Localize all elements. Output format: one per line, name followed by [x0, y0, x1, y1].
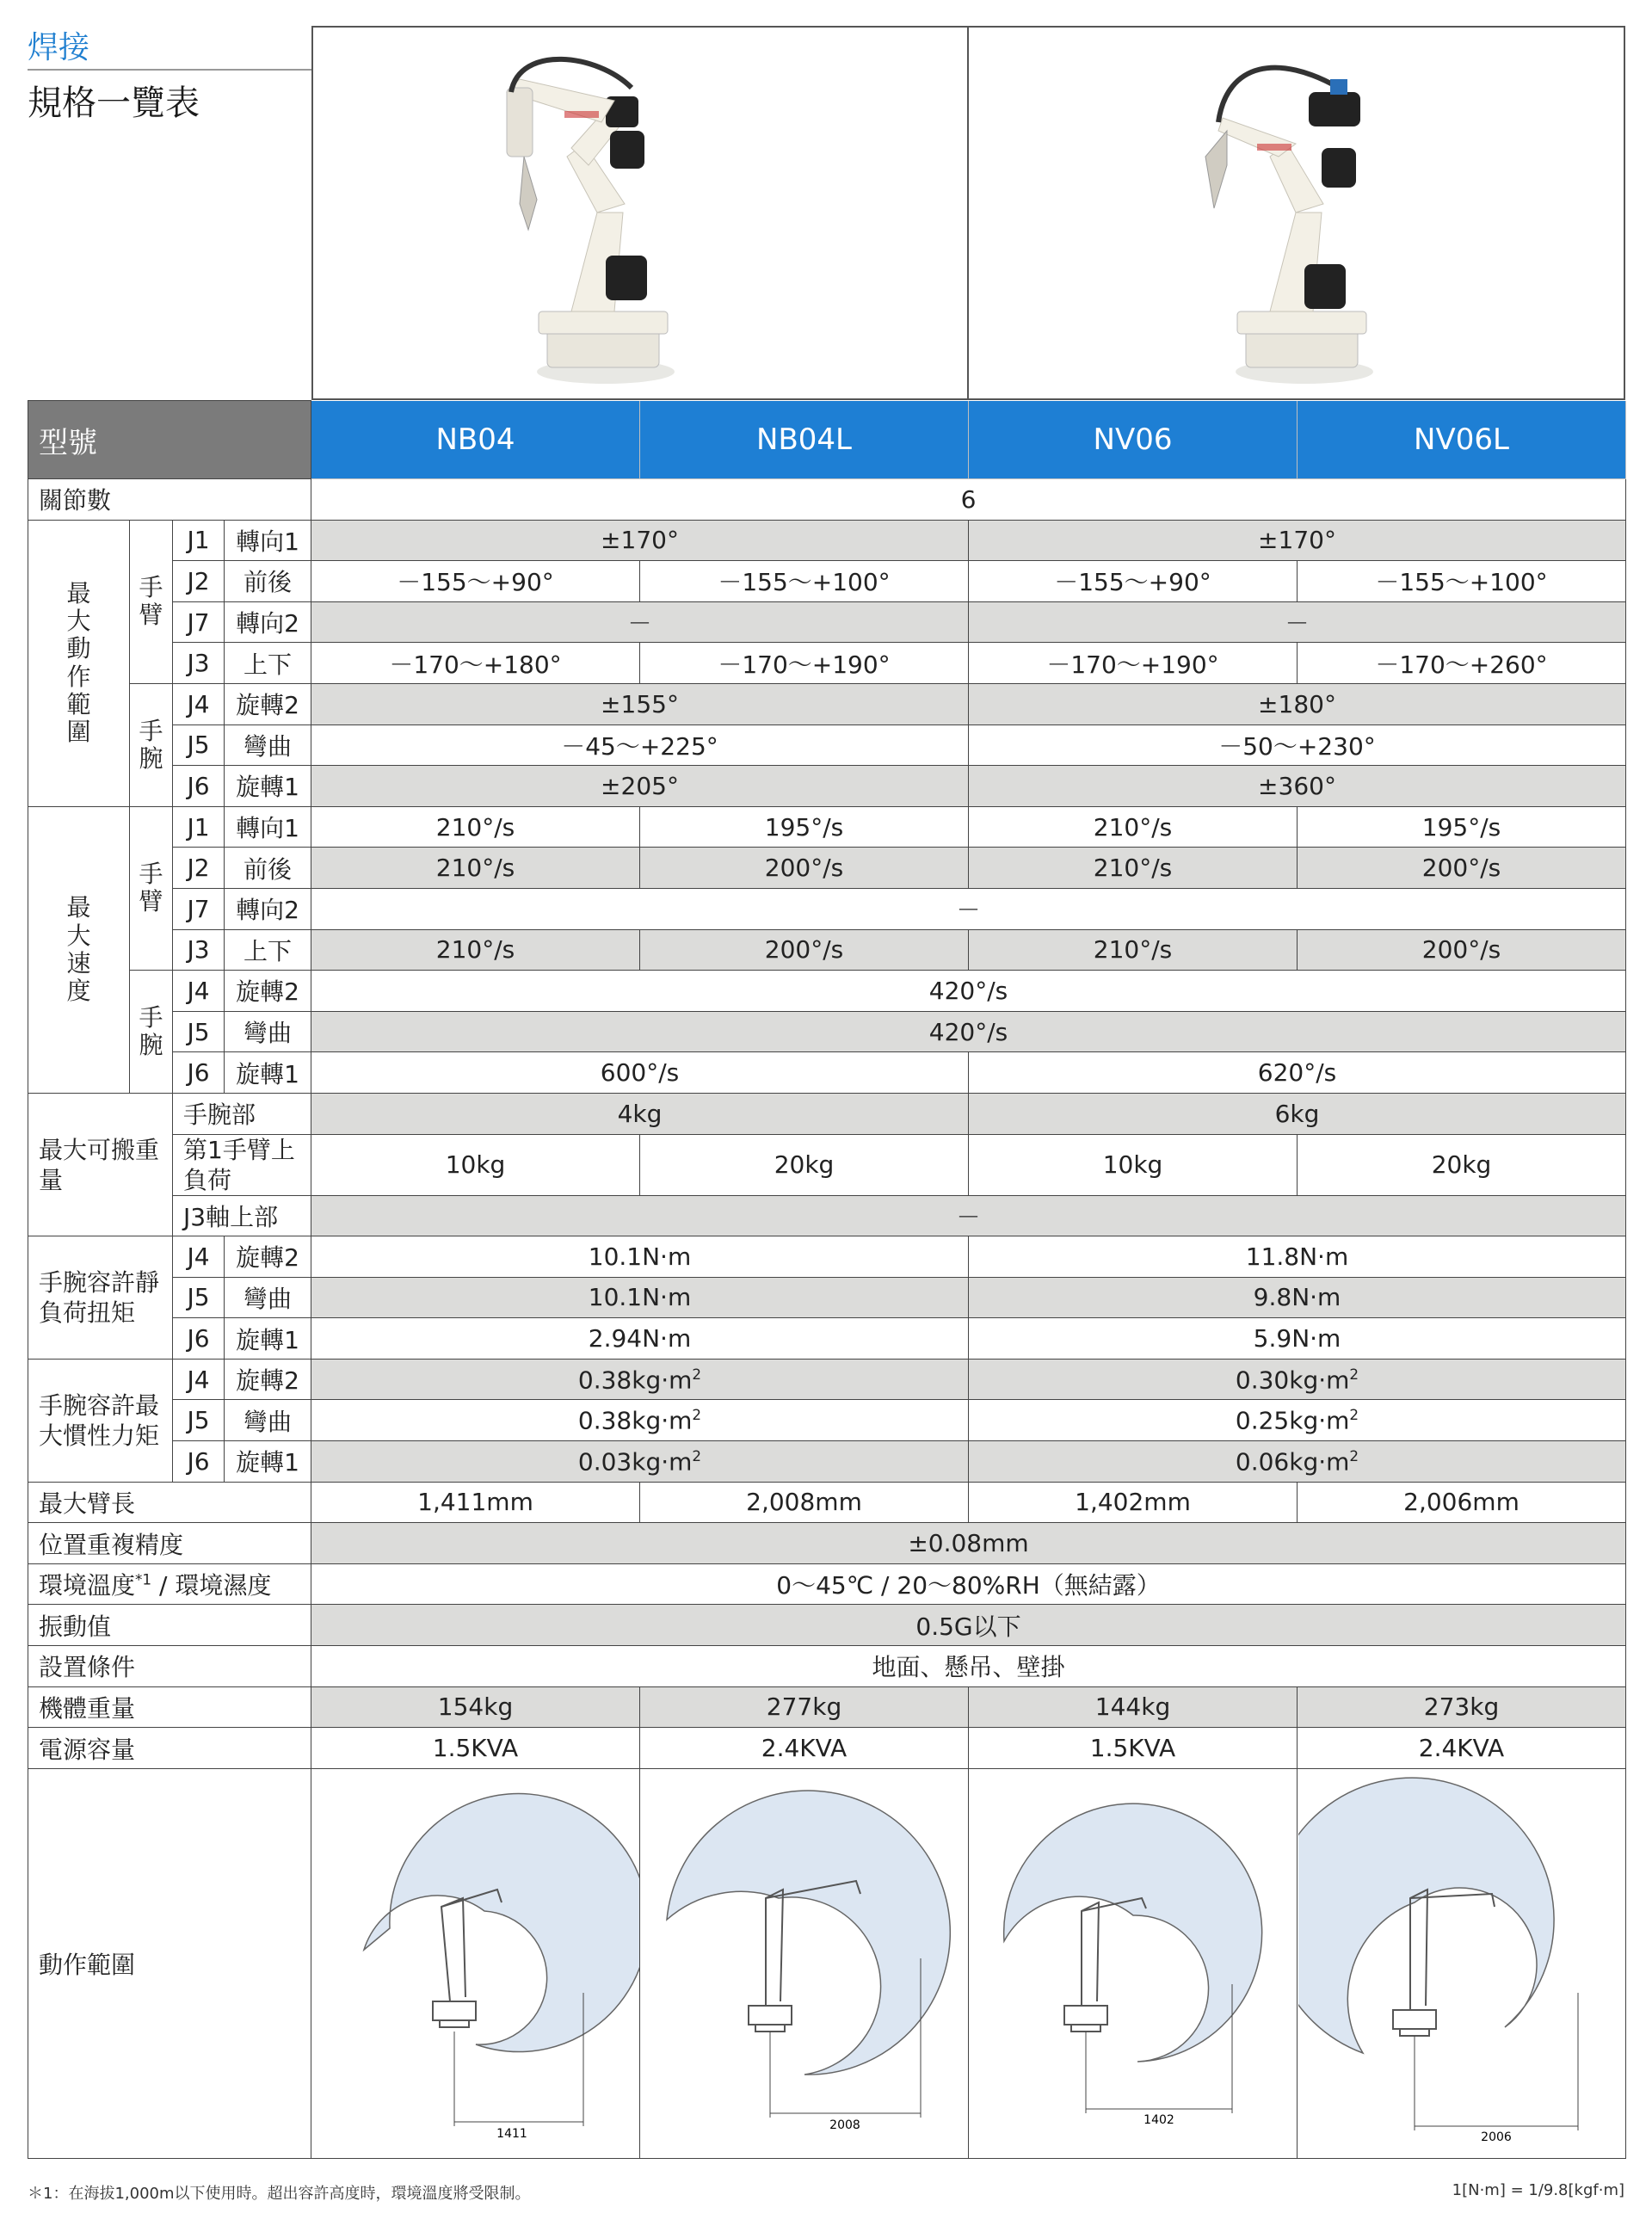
- range-j5-nb: －45～+225°: [311, 724, 969, 766]
- inertia-j6-nb: $0.03kg\cdot m^2$: [311, 1441, 969, 1483]
- range-j4-nb: ±155°: [311, 683, 969, 724]
- dim-nv06: 1402: [1143, 2112, 1174, 2127]
- axis-j5: J5: [173, 1011, 225, 1052]
- axis-j6: J6: [173, 1318, 225, 1360]
- axis-ud: 上下: [225, 643, 311, 684]
- speed-j6-nb: 600°/s: [311, 1052, 969, 1094]
- model-nv06l: NV06L: [1298, 401, 1626, 479]
- speed-j7-all: －: [311, 888, 1626, 929]
- dim-nb04: 1411: [496, 2126, 527, 2141]
- payload-label: 最大可搬重量: [28, 1093, 173, 1236]
- axis-j7: J7: [173, 601, 225, 643]
- axis-turn1: 轉向1: [225, 520, 311, 561]
- mass-nv06: 144kg: [969, 1686, 1298, 1728]
- payload-arm1-nb04l: 20kg: [640, 1134, 969, 1195]
- range-j2-nb04: －155～+90°: [311, 561, 640, 602]
- speed-j4-all: 420°/s: [311, 971, 1626, 1012]
- speed-row-j3: [28, 929, 1626, 971]
- speed-j5-all: 420°/s: [311, 1011, 1626, 1052]
- axis-bend: 彎曲: [225, 1277, 311, 1318]
- range-j3-nb04: －170～+180°: [311, 643, 640, 684]
- axis-bend: 彎曲: [225, 724, 311, 766]
- joints-row: [28, 479, 1626, 521]
- axis-bend: 彎曲: [225, 1011, 311, 1052]
- range-j6-nb: ±205°: [311, 766, 969, 807]
- speed-arm-label: 手 臂: [130, 806, 173, 970]
- env-label: 環境溫度$^{*1}$ / 環境濕度: [28, 1563, 311, 1605]
- inertia-row-j4: [28, 1359, 1626, 1400]
- speed-wrist-label: 手 腕: [130, 971, 173, 1094]
- range-j2-nv06l: －155～+100°: [1298, 561, 1626, 602]
- range-row-j2: [28, 561, 1626, 602]
- unit-note: 1[N·m] = 1/9.8[kgf·m]: [1452, 2181, 1624, 2199]
- axis-rot1: 旋轉1: [225, 1441, 311, 1483]
- range-j3-nv06l: －170～+260°: [1298, 643, 1626, 684]
- range-group-label: 最 大 動 作 範 圍: [28, 520, 130, 806]
- payload-row-j3: [28, 1195, 1626, 1236]
- speed-j1-nv06: 210°/s: [969, 806, 1298, 848]
- payload-arm1-nb04: 10kg: [311, 1134, 640, 1195]
- axis-fb: 前後: [225, 848, 311, 889]
- axis-turn2: 轉向2: [225, 601, 311, 643]
- torque-j4-nb: 10.1N·m: [311, 1236, 969, 1278]
- payload-wrist-nv: 6kg: [969, 1093, 1626, 1134]
- spec-table: [28, 400, 1626, 2159]
- payload-wrist-nb: 4kg: [311, 1093, 969, 1134]
- axis-rot1: 旋轉1: [225, 766, 311, 807]
- payload-j3-label: J3軸上部: [173, 1195, 311, 1236]
- axis-rot2: 旋轉2: [225, 971, 311, 1012]
- vibration-label: 振動值: [28, 1605, 311, 1646]
- inertia-row-j6: [28, 1441, 1626, 1483]
- axis-turn2: 轉向2: [225, 888, 311, 929]
- model-nb04: NB04: [311, 401, 640, 479]
- speed-j2-nv06l: 200°/s: [1298, 848, 1626, 889]
- axis-j6: J6: [173, 1441, 225, 1483]
- repeat-label: 位置重複精度: [28, 1523, 311, 1564]
- payload-arm1-nv06: 10kg: [969, 1134, 1298, 1195]
- range-row-j7: [28, 601, 1626, 643]
- work-envelope-diagram-nv06l: [1298, 1769, 1625, 2152]
- axis-j3: J3: [173, 643, 225, 684]
- axis-j4: J4: [173, 1236, 225, 1278]
- welding-robot-nb-illustration: [313, 28, 967, 398]
- axis-j4: J4: [173, 971, 225, 1012]
- range-j3-nv06: －170～+190°: [969, 643, 1298, 684]
- env-row: [28, 1563, 1626, 1605]
- range-j1-nb: ±170°: [311, 520, 969, 561]
- range-row-j3: [28, 643, 1626, 684]
- range-j5-nv: －50～+230°: [969, 724, 1626, 766]
- range-arm-label: 手 臂: [130, 520, 173, 683]
- install-value: 地面、懸吊、壁掛: [311, 1646, 1626, 1687]
- joints-label: 關節數: [28, 479, 311, 521]
- model-label: 型號: [28, 401, 311, 479]
- dim-nb04l: 2008: [829, 2118, 860, 2132]
- model-nv06: NV06: [969, 401, 1298, 479]
- reach-nb04: 1,411mm: [311, 1482, 640, 1523]
- range-j7-nv: －: [969, 601, 1626, 643]
- axis-rot2: 旋轉2: [225, 683, 311, 724]
- speed-row-j4: [28, 971, 1626, 1012]
- repeat-row: [28, 1523, 1626, 1564]
- payload-wrist-label: 手腕部: [173, 1093, 311, 1134]
- payload-arm1-nv06l: 20kg: [1298, 1134, 1626, 1195]
- torque-row-j4: [28, 1236, 1626, 1278]
- axis-j6: J6: [173, 766, 225, 807]
- reach-row: [28, 1482, 1626, 1523]
- range-j4-nv: ±180°: [969, 683, 1626, 724]
- speed-j1-nb04: 210°/s: [311, 806, 640, 848]
- dim-nv06l: 2006: [1480, 2130, 1512, 2144]
- mass-nv06l: 273kg: [1298, 1686, 1626, 1728]
- range-j6-nv: ±360°: [969, 766, 1626, 807]
- work-range-nb04l: [640, 1768, 969, 2158]
- torque-j4-nv: 11.8N·m: [969, 1236, 1626, 1278]
- mass-label: 機體重量: [28, 1686, 311, 1728]
- speed-row-j1: [28, 806, 1626, 848]
- power-row: [28, 1728, 1626, 1769]
- range-row-j5: [28, 724, 1626, 766]
- range-row-j4: [28, 683, 1626, 724]
- mass-row: [28, 1686, 1626, 1728]
- inertia-j4-nv: $0.30kg\cdot m^2$: [969, 1359, 1626, 1400]
- range-row-j1: [28, 520, 1626, 561]
- mass-nb04l: 277kg: [640, 1686, 969, 1728]
- work-range-nv06l: [1298, 1768, 1626, 2158]
- reach-nv06l: 2,006mm: [1298, 1482, 1626, 1523]
- joints-value: 6: [311, 479, 1626, 521]
- speed-row-j5: [28, 1011, 1626, 1052]
- torque-label: 手腕容許靜負荷扭矩: [28, 1236, 173, 1360]
- axis-j4: J4: [173, 1359, 225, 1400]
- speed-j1-nv06l: 195°/s: [1298, 806, 1626, 848]
- speed-j3-nv06: 210°/s: [969, 929, 1298, 971]
- work-envelope-diagram-nb04l: [641, 1769, 968, 2152]
- work-range-nb04: [311, 1768, 640, 2158]
- repeat-value: ±0.08mm: [311, 1523, 1626, 1564]
- axis-rot2: 旋轉2: [225, 1236, 311, 1278]
- install-row: [28, 1646, 1626, 1687]
- vibration-row: [28, 1605, 1626, 1646]
- speed-j3-nv06l: 200°/s: [1298, 929, 1626, 971]
- inertia-j5-nv: $0.25kg\cdot m^2$: [969, 1400, 1626, 1441]
- speed-row-j2: [28, 848, 1626, 889]
- torque-row-j6: [28, 1318, 1626, 1360]
- range-j2-nb04l: －155～+100°: [640, 561, 969, 602]
- speed-j2-nb04l: 200°/s: [640, 848, 969, 889]
- axis-fb: 前後: [225, 561, 311, 602]
- axis-j1: J1: [173, 806, 225, 848]
- axis-j7: J7: [173, 888, 225, 929]
- power-label: 電源容量: [28, 1728, 311, 1769]
- payload-j3-all: －: [311, 1195, 1626, 1236]
- model-nb04l: NB04L: [640, 401, 969, 479]
- axis-turn1: 轉向1: [225, 806, 311, 848]
- power-nb04l: 2.4KVA: [640, 1728, 969, 1769]
- axis-bend: 彎曲: [225, 1400, 311, 1441]
- range-j1-nv: ±170°: [969, 520, 1626, 561]
- welding-robot-nv-illustration: [969, 28, 1624, 398]
- footnote: ＊1：在海拔1,000m以下使用時。超出容許高度時，環境溫度將受限制。: [28, 2185, 531, 2203]
- model-header-row: [28, 401, 1626, 479]
- axis-j6: J6: [173, 1052, 225, 1094]
- reach-label: 最大臂長: [28, 1482, 311, 1523]
- work-envelope-diagram-nv06: [970, 1769, 1297, 2152]
- speed-j2-nv06: 210°/s: [969, 848, 1298, 889]
- reach-nb04l: 2,008mm: [640, 1482, 969, 1523]
- work-range-nv06: [969, 1768, 1298, 2158]
- speed-j6-nv: 620°/s: [969, 1052, 1626, 1094]
- axis-j5: J5: [173, 1400, 225, 1441]
- axis-j5: J5: [173, 1277, 225, 1318]
- payload-row-arm1: [28, 1134, 1626, 1195]
- range-j7-nb: －: [311, 601, 969, 643]
- speed-j1-nb04l: 195°/s: [640, 806, 969, 848]
- power-nb04: 1.5KVA: [311, 1728, 640, 1769]
- range-row-j6: [28, 766, 1626, 807]
- env-value: 0～45℃ / 20～80%RH（無結露）: [311, 1563, 1626, 1605]
- install-label: 設置條件: [28, 1646, 311, 1687]
- axis-j3: J3: [173, 929, 225, 971]
- axis-j4: J4: [173, 683, 225, 724]
- power-nv06l: 2.4KVA: [1298, 1728, 1626, 1769]
- axis-ud: 上下: [225, 929, 311, 971]
- torque-j5-nv: 9.8N·m: [969, 1277, 1626, 1318]
- speed-row-j7: [28, 888, 1626, 929]
- page-title: 規格一覽表: [28, 83, 200, 123]
- torque-j6-nv: 5.9N·m: [969, 1318, 1626, 1360]
- axis-j1: J1: [173, 520, 225, 561]
- work-envelope-diagram-nb04: [312, 1769, 639, 2152]
- inertia-j6-nv: $0.06kg\cdot m^2$: [969, 1441, 1626, 1483]
- torque-row-j5: [28, 1277, 1626, 1318]
- power-nv06: 1.5KVA: [969, 1728, 1298, 1769]
- speed-j3-nb04: 210°/s: [311, 929, 640, 971]
- axis-j2: J2: [173, 848, 225, 889]
- axis-j5: J5: [173, 724, 225, 766]
- speed-j3-nb04l: 200°/s: [640, 929, 969, 971]
- mass-nb04: 154kg: [311, 1686, 640, 1728]
- inertia-j5-nb: $0.38kg\cdot m^2$: [311, 1400, 969, 1441]
- vibration-value: 0.5G以下: [311, 1605, 1626, 1646]
- inertia-j4-nb: $0.38kg\cdot m^2$: [311, 1359, 969, 1400]
- reach-nv06: 1,402mm: [969, 1482, 1298, 1523]
- payload-row-wrist: [28, 1093, 1626, 1134]
- range-j2-nv06: －155～+90°: [969, 561, 1298, 602]
- category-label: 焊接: [28, 30, 90, 65]
- robot-photo-nb04: [311, 26, 969, 400]
- axis-rot2: 旋轉2: [225, 1359, 311, 1400]
- speed-j2-nb04: 210°/s: [311, 848, 640, 889]
- payload-arm1-label: 第1手臂上負荷: [173, 1134, 311, 1195]
- category-divider: [28, 69, 311, 71]
- inertia-row-j5: [28, 1400, 1626, 1441]
- axis-j2: J2: [173, 561, 225, 602]
- range-j3-nb04l: －170～+190°: [640, 643, 969, 684]
- speed-group-label: 最 大 速 度: [28, 806, 130, 1093]
- work-range-label: 動作範圍: [28, 1768, 311, 2158]
- inertia-label: 手腕容許最大慣性力矩: [28, 1359, 173, 1482]
- torque-j5-nb: 10.1N·m: [311, 1277, 969, 1318]
- robot-photo-nv06: [967, 26, 1625, 400]
- work-range-row: [28, 1768, 1626, 2158]
- speed-row-j6: [28, 1052, 1626, 1094]
- axis-rot1: 旋轉1: [225, 1052, 311, 1094]
- axis-rot1: 旋轉1: [225, 1318, 311, 1360]
- range-wrist-label: 手 腕: [130, 683, 173, 806]
- torque-j6-nb: 2.94N·m: [311, 1318, 969, 1360]
